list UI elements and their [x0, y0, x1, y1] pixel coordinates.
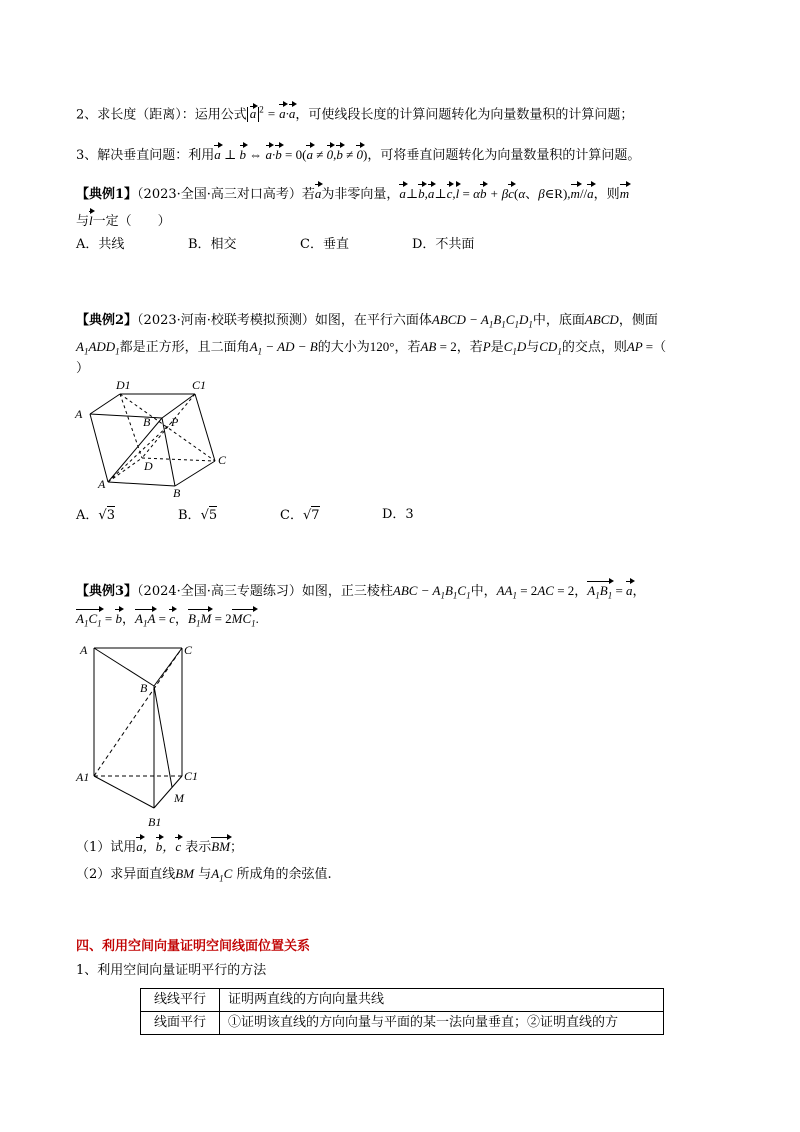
- paragraph-tail: ，可将垂直问题转化为向量数量积的计算问题。: [367, 148, 641, 163]
- option-c[interactable]: C．垂直: [300, 237, 349, 252]
- parallelepiped-figure: [70, 376, 240, 500]
- example-2-stem-cont: [76, 338, 734, 358]
- segment-a1c: [94, 648, 182, 776]
- length-formula-paragraph: [76, 104, 734, 125]
- paragraph-tail: ，可使线段长度的计算问题转化为向量数量积的计算问题；: [295, 107, 634, 123]
- prism-figure: [70, 636, 220, 832]
- example-3-stem-cont: [76, 610, 734, 630]
- formula: $A_1$ − AD − B: [249, 339, 318, 357]
- example-tag: 【典例3】: [76, 584, 138, 599]
- text: ）: [76, 361, 90, 376]
- formula: a $^2$ = a·a: [247, 106, 296, 121]
- label-p: P: [171, 415, 179, 429]
- example-source: （2023·河南·校联考模拟预测）如图，在平行六面体: [137, 313, 432, 328]
- formula: ABCD − $A_1B_1C_1D_1$: [431, 312, 533, 330]
- example-3-stem: [76, 582, 734, 602]
- example-source: （2023·全国·高三对口高考）若: [137, 187, 315, 202]
- formula: $A_1ADD_1$: [76, 339, 120, 357]
- formula: a⊥b,a⊥c,l = αb + βc(α、β∈R),m//a: [399, 186, 593, 201]
- example-3-question-1: [76, 838, 734, 857]
- option-value: 5: [209, 506, 217, 525]
- label-c1: C1: [184, 769, 199, 783]
- formula: $AA_1 = 2AC = 2$: [496, 583, 575, 601]
- formula: $A_1A = c$: [134, 611, 176, 629]
- text: ，: [175, 612, 189, 627]
- text: 与: [526, 340, 540, 355]
- table-cell-key: 线面平行: [141, 1012, 220, 1035]
- text: ，侧面: [618, 313, 658, 328]
- option-d[interactable]: D．3: [382, 507, 414, 522]
- label-c1: C1: [192, 378, 207, 392]
- option-value: 3: [107, 506, 115, 525]
- table-cell-value: 证明两直线的方向向量共线: [220, 989, 664, 1012]
- option-label: B．: [178, 508, 201, 523]
- text: （1）试用: [76, 840, 137, 855]
- example-tag: 【典例1】: [76, 187, 138, 202]
- formula: $B_1M = 2MC_1$.: [188, 611, 259, 629]
- label-a1: A: [75, 407, 83, 421]
- example-source: （2024·全国·高三专题练习）如图，正三棱柱: [137, 584, 393, 599]
- edge: [90, 394, 120, 414]
- label-b: B: [140, 681, 148, 695]
- option-b[interactable]: B．相交: [188, 237, 237, 252]
- text: ，: [632, 584, 646, 599]
- option-d[interactable]: D．不共面: [412, 237, 475, 252]
- label-a: A: [98, 477, 106, 491]
- table-row: [141, 1012, 664, 1035]
- label-b1: B: [143, 415, 151, 429]
- formula: AB = 2: [420, 339, 457, 354]
- label-b: B: [173, 486, 181, 500]
- example-3-question-2: [76, 865, 734, 885]
- hidden-edge: [108, 424, 170, 482]
- label-a1: A1: [76, 770, 90, 784]
- option-label: C．: [280, 508, 303, 523]
- text: （2）求异面直线: [76, 867, 176, 882]
- formula: a，b，c: [136, 839, 181, 854]
- text: 表示: [185, 840, 212, 855]
- table-row: [141, 989, 664, 1012]
- option-label: A．: [76, 508, 99, 523]
- text: 中，: [470, 584, 497, 599]
- label-b1: B1: [148, 815, 162, 829]
- formula: m: [620, 185, 629, 203]
- example-1-options: [76, 236, 734, 254]
- label-c: C: [184, 643, 193, 657]
- paragraph-lead: 3、解决垂直问题：利用: [76, 148, 215, 163]
- text: ，: [574, 584, 588, 599]
- text: 所成角的余弦值.: [236, 867, 332, 882]
- option-c[interactable]: C．√7: [280, 506, 382, 525]
- formula: $A_1B_1 = a$: [587, 583, 633, 601]
- edge: [94, 776, 154, 808]
- hidden-edge: [142, 458, 215, 461]
- text: 的大小为: [317, 340, 370, 355]
- text: 都是正方形，且二面角: [119, 340, 250, 355]
- formula: ABC − $A_1B_1C_1$: [392, 583, 471, 601]
- formula: $CD_1$: [539, 339, 562, 357]
- formula: $C_1D$: [503, 339, 527, 357]
- formula: AP =: [626, 339, 654, 354]
- text: 一定（ ）: [92, 214, 171, 229]
- text: 是: [490, 340, 504, 355]
- text: ；: [230, 840, 244, 855]
- example-tag: 【典例2】: [76, 313, 138, 328]
- label-c: C: [218, 453, 227, 467]
- table-cell-value: ①证明该直线的方向向量与平面的某一法向量垂直；②证明直线的方: [220, 1012, 664, 1035]
- text: ，若: [456, 340, 483, 355]
- option-b[interactable]: B．√5: [178, 506, 280, 525]
- example-2-stem: [76, 311, 734, 331]
- hidden-edge: [120, 394, 142, 458]
- text: 为非零向量，: [321, 187, 400, 202]
- option-value: 7: [311, 506, 319, 525]
- text: （: [653, 340, 667, 355]
- example-2-options: [76, 506, 734, 525]
- option-a[interactable]: A．√3: [76, 506, 178, 525]
- text: 中，底面: [532, 313, 585, 328]
- edge: [108, 418, 162, 482]
- parallel-methods-table: [140, 988, 664, 1035]
- text: ，: [121, 612, 135, 627]
- example-1-stem-cont: [76, 212, 734, 231]
- text: 与: [76, 214, 90, 229]
- text: ，则: [593, 187, 620, 202]
- formula: $A_1C$: [211, 866, 233, 884]
- edge: [108, 482, 175, 486]
- option-a[interactable]: A．共线: [76, 237, 125, 252]
- formula: a: [315, 185, 322, 203]
- segment-bm: [154, 686, 172, 787]
- formula: ABCD: [584, 312, 619, 327]
- formula: 120°: [369, 339, 395, 354]
- formula: a ⊥ b ⇔ a·b = 0(a ≠ 0,b ≠ 0): [214, 147, 367, 162]
- text: 的交点，则: [561, 340, 627, 355]
- perpendicular-paragraph: [76, 146, 734, 165]
- section-4-title: 四、利用空间向量证明空间线面位置关系: [76, 939, 311, 954]
- text: 与: [198, 867, 212, 882]
- example-1-stem: [76, 185, 734, 204]
- edge: [90, 414, 108, 482]
- label-a: A: [80, 643, 88, 657]
- edge: [195, 394, 215, 461]
- label-d: D: [144, 459, 153, 473]
- section-4-subtitle: 1、利用空间向量证明平行的方法: [76, 963, 267, 978]
- formula: P: [482, 339, 491, 354]
- edge: [175, 461, 215, 486]
- formula: BM: [211, 838, 230, 856]
- formula: BM: [175, 866, 195, 881]
- formula: $A_1C_1 = b$: [76, 611, 122, 629]
- table-cell-key: 线线平行: [141, 989, 220, 1012]
- paragraph-lead: 2、求长度（距离）：运用公式: [76, 107, 247, 123]
- label-d1: D1: [116, 378, 131, 392]
- label-m: M: [174, 791, 184, 805]
- formula: l: [89, 212, 93, 230]
- text: ，若: [394, 340, 421, 355]
